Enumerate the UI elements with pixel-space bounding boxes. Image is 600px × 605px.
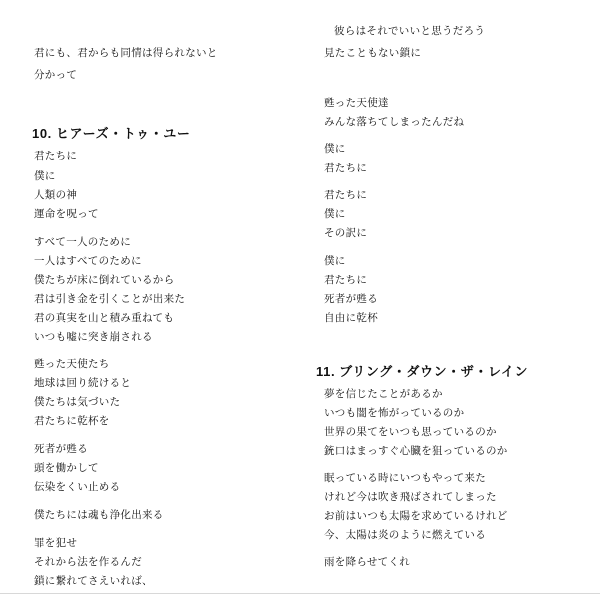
lyric-line: 僕たちには魂も浄化出来る xyxy=(34,509,164,521)
lyric-line: 世界の果てをいつも思っているのか xyxy=(324,426,497,438)
lyric-line: 君たちに乾杯を xyxy=(34,415,110,427)
lyric-line: 僕たちは気づいた xyxy=(34,396,121,408)
lyric-line: 僕に xyxy=(324,143,346,155)
lyric-line: 頭を働かして xyxy=(34,462,99,474)
lyric-line: 銃口はまっすぐ心臓を狙っているのか xyxy=(324,445,508,457)
lyric-line: その訳に xyxy=(324,227,368,239)
lyric-line: 甦った天使たち xyxy=(34,358,110,370)
lyric-line: 僕に xyxy=(34,170,56,182)
lyric-line: お前はいつも太陽を求めているけれど xyxy=(324,510,508,522)
lyric-line: 地球は回り続けると xyxy=(34,377,132,389)
lyric-line: いつも嘘に突き崩される xyxy=(34,331,153,343)
lyric-line: けれど今は吹き飛ばされてしまった xyxy=(324,491,497,503)
lyric-line: 君たちに xyxy=(324,189,368,201)
lyric-line: 甦った天使達 xyxy=(324,97,389,109)
lyric-line: 眠っている時にいつもやって来た xyxy=(324,472,486,484)
lyric-line: 雨を降らせてくれ xyxy=(324,556,411,568)
lyric-line: 死者が甦る xyxy=(34,443,88,455)
lyric-line: 今、太陽は炎のように燃えている xyxy=(324,529,486,541)
lyric-line: 僕に xyxy=(324,208,346,220)
song-number: 10. xyxy=(32,126,52,141)
song-heading-10 xyxy=(32,126,191,143)
lyric-line: 鎖に繋れてさえいれば、 xyxy=(34,575,153,587)
lyric-line: 君にも、君からも同情は得られないと xyxy=(34,47,218,59)
lyric-line: 僕たちが床に倒れているから xyxy=(34,274,175,286)
lyric-line: 一人はすべてのために xyxy=(34,255,142,267)
lyric-line: 分かって xyxy=(34,69,78,81)
lyric-line: みんな落ちてしまったんだね xyxy=(324,116,465,128)
lyric-line: 運命を呪って xyxy=(34,208,99,220)
song-title: ヒアーズ・トゥ・ユー xyxy=(55,127,191,142)
lyric-line: 夢を信じたことがあるか xyxy=(324,388,443,400)
lyric-line: 君たちに xyxy=(324,162,368,174)
lyric-line: 見たこともない鎖に xyxy=(324,47,422,59)
lyric-line: 君の真実を山と積み重ねても xyxy=(34,312,175,324)
lyric-line: 君たちに xyxy=(324,274,368,286)
song-number: 11. xyxy=(316,364,336,379)
lyric-line: 僕に xyxy=(324,255,346,267)
lyric-line: 君たちに xyxy=(34,150,78,162)
lyric-line: いつも闇を怖がっているのか xyxy=(324,407,465,419)
lyric-line: 罪を犯せ xyxy=(34,537,78,549)
lyric-line: 彼らはそれでいいと思うだろう xyxy=(334,25,486,37)
page-edge-shadow xyxy=(0,593,600,594)
lyric-line: それから法を作るんだ xyxy=(34,556,142,568)
lyric-line: 死者が甦る xyxy=(324,293,378,305)
lyric-line: 君は引き金を引くことが出来た xyxy=(34,293,186,305)
lyric-line: 自由に乾杯 xyxy=(324,312,378,324)
lyric-line: 人類の神 xyxy=(34,189,78,201)
song-title: ブリング・ダウン・ザ・レイン xyxy=(339,365,529,380)
lyric-line: 伝染をくい止める xyxy=(34,481,121,493)
song-heading-11 xyxy=(316,364,528,381)
lyric-line: すべて一人のために xyxy=(34,236,131,248)
